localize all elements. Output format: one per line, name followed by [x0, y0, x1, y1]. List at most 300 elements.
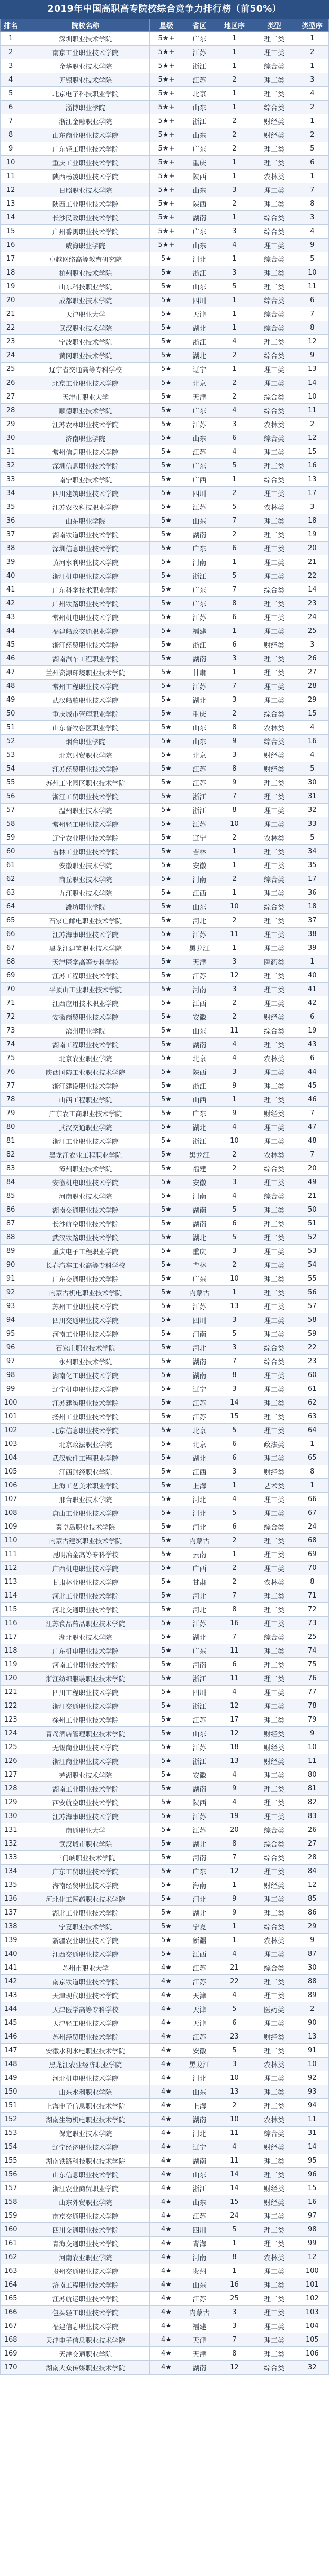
cell-stars: 4★ — [150, 2306, 183, 2319]
cell-stars: 5★ — [150, 335, 183, 349]
cell-type: 财经类 — [253, 638, 296, 652]
cell-type-rank: 96 — [296, 2168, 329, 2182]
cell-type-rank: 92 — [296, 2071, 329, 2085]
cell-type: 理工类 — [253, 1506, 296, 1520]
cell-province: 河北 — [183, 1520, 216, 1534]
cell-region-rank: 4 — [216, 1052, 253, 1065]
cell-type-rank: 85 — [296, 1892, 329, 1906]
cell-type-rank: 59 — [296, 1327, 329, 1341]
cell-type: 综合类 — [253, 431, 296, 445]
table-row — [1, 1934, 329, 1947]
cell-rank: 169 — [1, 2347, 21, 2361]
cell-type-rank: 9 — [296, 1934, 329, 1947]
cell-region-rank: 3 — [216, 1313, 253, 1327]
cell-type-rank: 12 — [296, 335, 329, 349]
table-row — [1, 1231, 329, 1245]
cell-province: 上海 — [183, 1479, 216, 1493]
cell-name: 天津现代职业技术学院 — [21, 1989, 150, 2002]
cell-stars: 4★ — [150, 2361, 183, 2375]
cell-region-rank: 1 — [216, 1878, 253, 1892]
cell-province: 内蒙古 — [183, 1286, 216, 1300]
cell-type: 理工类 — [253, 1313, 296, 1327]
cell-stars: 4★ — [150, 2044, 183, 2058]
cell-province: 湖南 — [183, 2113, 216, 2127]
cell-region-rank: 25 — [216, 2292, 253, 2306]
cell-rank: 31 — [1, 445, 21, 459]
cell-province: 贵州 — [183, 2264, 216, 2278]
cell-region-rank: 2 — [216, 831, 253, 845]
cell-name: 长沙航空职业技术学院 — [21, 1217, 150, 1231]
cell-type: 理工类 — [253, 1065, 296, 1079]
cell-province: 青海 — [183, 2237, 216, 2251]
cell-region-rank: 1 — [216, 859, 253, 872]
cell-type: 综合类 — [253, 390, 296, 404]
cell-rank: 16 — [1, 239, 21, 252]
cell-type: 理工类 — [253, 363, 296, 376]
column-header-name: 院校名称 — [21, 19, 150, 32]
cell-type-rank: 8 — [296, 321, 329, 335]
cell-type-rank: 6 — [296, 1010, 329, 1024]
cell-name: 宁夏职业技术学院 — [21, 1920, 150, 1934]
cell-province: 宁夏 — [183, 1920, 216, 1934]
cell-stars: 5★ — [150, 1920, 183, 1934]
cell-type-rank: 21 — [296, 555, 329, 569]
cell-province: 四川 — [183, 2223, 216, 2237]
cell-type: 财经类 — [253, 1465, 296, 1479]
cell-stars: 5★ — [150, 831, 183, 845]
cell-stars: 4★ — [150, 2319, 183, 2333]
cell-type: 财经类 — [253, 2182, 296, 2195]
cell-rank: 89 — [1, 1245, 21, 1258]
cell-type-rank: 5 — [296, 831, 329, 845]
cell-region-rank: 2 — [216, 142, 253, 156]
cell-region-rank: 5 — [216, 459, 253, 473]
table-row — [1, 707, 329, 721]
cell-type-rank: 1 — [296, 170, 329, 183]
cell-name: 浙江交通职业技术学院 — [21, 1699, 150, 1713]
cell-type-rank: 5 — [296, 142, 329, 156]
cell-name: 广东工贸职业技术学院 — [21, 1865, 150, 1878]
cell-type-rank: 6 — [296, 294, 329, 307]
cell-stars: 5★ — [150, 1658, 183, 1672]
cell-rank: 60 — [1, 845, 21, 859]
cell-stars: 4★ — [150, 2099, 183, 2113]
cell-province: 陕西 — [183, 1796, 216, 1810]
cell-type: 理工类 — [253, 2278, 296, 2292]
cell-type: 理工类 — [253, 1286, 296, 1300]
cell-province: 广东 — [183, 404, 216, 418]
cell-type-rank: 8 — [296, 1465, 329, 1479]
cell-type-rank: 90 — [296, 2016, 329, 2030]
cell-type: 理工类 — [253, 335, 296, 349]
cell-type: 综合类 — [253, 1162, 296, 1176]
cell-stars: 5★ — [150, 459, 183, 473]
cell-type-rank: 21 — [296, 1189, 329, 1203]
cell-name: 武汉铁路职业技术学院 — [21, 1231, 150, 1245]
cell-province: 湖南 — [183, 1203, 216, 1217]
cell-type: 理工类 — [253, 680, 296, 693]
cell-rank: 30 — [1, 431, 21, 445]
table-row — [1, 1920, 329, 1934]
cell-region-rank: 16 — [216, 1617, 253, 1630]
cell-stars: 5★ — [150, 1079, 183, 1093]
cell-stars: 5★ — [150, 1686, 183, 1699]
cell-region-rank: 2 — [216, 2099, 253, 2113]
cell-type-rank: 10 — [296, 1741, 329, 1754]
cell-region-rank: 23 — [216, 2030, 253, 2044]
table-row — [1, 1437, 329, 1451]
cell-rank: 74 — [1, 1038, 21, 1052]
cell-type: 理工类 — [253, 2044, 296, 2058]
table-row — [1, 1286, 329, 1300]
cell-rank: 103 — [1, 1437, 21, 1451]
cell-type-rank: 2 — [296, 128, 329, 142]
cell-rank: 109 — [1, 1520, 21, 1534]
cell-region-rank: 2 — [216, 1162, 253, 1176]
cell-stars: 5★ — [150, 1465, 183, 1479]
cell-region-rank: 9 — [216, 735, 253, 748]
table-row — [1, 487, 329, 500]
cell-type: 理工类 — [253, 1451, 296, 1465]
table-row — [1, 886, 329, 900]
cell-stars: 5★ — [150, 473, 183, 487]
cell-region-rank: 9 — [216, 1079, 253, 1093]
table-row — [1, 2113, 329, 2127]
cell-type-rank: 14 — [296, 2140, 329, 2154]
cell-type-rank: 95 — [296, 2154, 329, 2168]
table-row — [1, 1272, 329, 1286]
cell-region-rank: 7 — [216, 1355, 253, 1369]
table-row — [1, 1162, 329, 1176]
cell-province: 黑龙江 — [183, 941, 216, 955]
cell-region-rank: 6 — [216, 1437, 253, 1451]
table-row — [1, 1065, 329, 1079]
cell-stars: 5★ — [150, 1796, 183, 1810]
cell-province: 广东 — [183, 1644, 216, 1658]
cell-type-rank: 12 — [296, 1878, 329, 1892]
cell-type-rank: 82 — [296, 1796, 329, 1810]
cell-stars: 5★ — [150, 928, 183, 941]
cell-type: 综合类 — [253, 211, 296, 225]
cell-name: 保定职业技术学院 — [21, 2127, 150, 2140]
cell-type: 农林类 — [253, 1052, 296, 1065]
cell-type-rank: 76 — [296, 1672, 329, 1686]
table-row — [1, 459, 329, 473]
cell-stars: 5★ — [150, 1024, 183, 1038]
cell-rank: 158 — [1, 2195, 21, 2209]
cell-type-rank: 27 — [296, 1837, 329, 1851]
cell-type-rank: 20 — [296, 1162, 329, 1176]
cell-type: 财经类 — [253, 1727, 296, 1741]
cell-name: 浙江建设职业技术学院 — [21, 1079, 150, 1093]
cell-type: 理工类 — [253, 2168, 296, 2182]
cell-province: 江苏 — [183, 445, 216, 459]
cell-rank: 24 — [1, 349, 21, 363]
cell-name: 西安航空职业技术学院 — [21, 1796, 150, 1810]
cell-region-rank: 5 — [216, 2002, 253, 2016]
table-row — [1, 1768, 329, 1782]
cell-rank: 33 — [1, 473, 21, 487]
cell-name: 广州铁路职业技术学院 — [21, 597, 150, 611]
cell-stars: 5★+ — [150, 128, 183, 142]
cell-type-rank: 8 — [296, 1575, 329, 1589]
cell-rank: 46 — [1, 652, 21, 666]
cell-region-rank: 8 — [216, 2251, 253, 2264]
cell-stars: 5★ — [150, 1865, 183, 1878]
cell-rank: 159 — [1, 2209, 21, 2223]
cell-region-rank: 3 — [216, 955, 253, 969]
cell-name: 广州番禺职业技术学院 — [21, 225, 150, 239]
table-row — [1, 2127, 329, 2140]
table-row — [1, 252, 329, 266]
cell-type: 理工类 — [253, 555, 296, 569]
cell-type: 理工类 — [253, 2292, 296, 2306]
cell-region-rank: 12 — [216, 969, 253, 983]
cell-stars: 4★ — [150, 2071, 183, 2085]
cell-stars: 4★ — [150, 2168, 183, 2182]
cell-rank: 8 — [1, 128, 21, 142]
cell-name: 湖南工程职业技术学院 — [21, 1038, 150, 1052]
cell-name: 重庆工业职业技术学院 — [21, 156, 150, 170]
table-row — [1, 2264, 329, 2278]
cell-type: 理工类 — [253, 1176, 296, 1189]
cell-type: 医药类 — [253, 2002, 296, 2016]
cell-name: 浙江工贸职业技术学院 — [21, 790, 150, 804]
cell-rank: 36 — [1, 514, 21, 528]
cell-region-rank: 2 — [216, 349, 253, 363]
cell-name: 三门峡职业技术学院 — [21, 1851, 150, 1865]
cell-region-rank: 8 — [216, 762, 253, 776]
cell-type: 理工类 — [253, 652, 296, 666]
cell-province: 湖南 — [183, 2361, 216, 2375]
cell-type-rank: 74 — [296, 1644, 329, 1658]
cell-stars: 5★ — [150, 1010, 183, 1024]
cell-rank: 162 — [1, 2251, 21, 2264]
cell-region-rank: 3 — [216, 1176, 253, 1189]
cell-type: 综合类 — [253, 1189, 296, 1203]
table-row — [1, 1024, 329, 1038]
cell-name: 南通职业大学 — [21, 1823, 150, 1837]
table-row — [1, 87, 329, 101]
cell-type: 理工类 — [253, 239, 296, 252]
table-row — [1, 983, 329, 996]
cell-province: 山东 — [183, 1727, 216, 1741]
cell-rank: 13 — [1, 197, 21, 211]
cell-type-rank: 11 — [296, 280, 329, 294]
table-row — [1, 1975, 329, 1989]
cell-type: 理工类 — [253, 2264, 296, 2278]
cell-type-rank: 2 — [296, 418, 329, 431]
cell-type: 理工类 — [253, 73, 296, 87]
cell-type-rank: 4 — [296, 748, 329, 762]
cell-rank: 112 — [1, 1562, 21, 1575]
cell-province: 陕西 — [183, 170, 216, 183]
cell-name: 江西交通职业技术学院 — [21, 1947, 150, 1961]
cell-rank: 164 — [1, 2278, 21, 2292]
cell-region-rank: 7 — [216, 583, 253, 597]
cell-name: 顺德职业技术学院 — [21, 404, 150, 418]
cell-province: 广东 — [183, 225, 216, 239]
cell-province: 江苏 — [183, 500, 216, 514]
cell-stars: 5★ — [150, 983, 183, 996]
cell-province: 江苏 — [183, 2292, 216, 2306]
cell-stars: 4★ — [150, 2058, 183, 2071]
cell-type-rank: 12 — [296, 2251, 329, 2264]
cell-rank: 110 — [1, 1534, 21, 1548]
cell-name: 杭州职业技术学院 — [21, 266, 150, 280]
cell-stars: 5★ — [150, 280, 183, 294]
cell-rank: 167 — [1, 2319, 21, 2333]
cell-type: 理工类 — [253, 1548, 296, 1562]
cell-name: 商丘职业技术学院 — [21, 872, 150, 886]
cell-stars: 5★ — [150, 349, 183, 363]
table-row — [1, 1134, 329, 1148]
table-row — [1, 2237, 329, 2251]
cell-region-rank: 3 — [216, 225, 253, 239]
cell-region-rank: 11 — [216, 1672, 253, 1686]
cell-rank: 80 — [1, 1121, 21, 1134]
cell-region-rank: 2 — [216, 197, 253, 211]
cell-province: 天津 — [183, 955, 216, 969]
cell-type-rank: 20 — [296, 542, 329, 555]
table-row — [1, 1617, 329, 1630]
cell-rank: 143 — [1, 1989, 21, 2002]
cell-province: 福建 — [183, 2319, 216, 2333]
table-row — [1, 1548, 329, 1562]
cell-rank: 100 — [1, 1396, 21, 1410]
cell-rank: 51 — [1, 721, 21, 735]
cell-rank: 85 — [1, 1189, 21, 1203]
cell-province: 河北 — [183, 1589, 216, 1603]
cell-stars: 5★ — [150, 886, 183, 900]
cell-type: 理工类 — [253, 1644, 296, 1658]
cell-type: 理工类 — [253, 928, 296, 941]
cell-region-rank: 7 — [216, 1589, 253, 1603]
cell-type-rank: 19 — [296, 528, 329, 542]
cell-name: 武汉职业技术学院 — [21, 321, 150, 335]
cell-region-rank: 1 — [216, 46, 253, 59]
cell-province: 浙江 — [183, 335, 216, 349]
cell-province: 浙江 — [183, 266, 216, 280]
table-row — [1, 2071, 329, 2085]
cell-type-rank: 77 — [296, 1686, 329, 1699]
cell-type: 理工类 — [253, 1327, 296, 1341]
cell-province: 河南 — [183, 872, 216, 886]
cell-type: 理工类 — [253, 1989, 296, 2002]
cell-rank: 48 — [1, 680, 21, 693]
cell-stars: 4★ — [150, 1975, 183, 1989]
cell-name: 广东农工商职业技术学院 — [21, 1107, 150, 1121]
cell-province: 湖北 — [183, 321, 216, 335]
cell-province: 河北 — [183, 1892, 216, 1906]
cell-type-rank: 104 — [296, 2319, 329, 2333]
cell-type-rank: 18 — [296, 900, 329, 914]
cell-rank: 111 — [1, 1548, 21, 1562]
cell-name: 新疆农业职业技术学院 — [21, 1934, 150, 1947]
cell-type-rank: 36 — [296, 886, 329, 900]
cell-type: 综合类 — [253, 349, 296, 363]
cell-name: 北京工业职业技术学院 — [21, 376, 150, 390]
cell-type-rank: 68 — [296, 1534, 329, 1548]
cell-region-rank: 4 — [216, 1686, 253, 1699]
cell-stars: 5★ — [150, 1589, 183, 1603]
cell-name: 威海职业学院 — [21, 239, 150, 252]
cell-name: 北京财贸职业学院 — [21, 748, 150, 762]
table-row — [1, 1382, 329, 1396]
table-row — [1, 1810, 329, 1823]
cell-rank: 127 — [1, 1768, 21, 1782]
table-row — [1, 2182, 329, 2195]
table-row — [1, 693, 329, 707]
cell-name: 卓越网络高等教育研究院 — [21, 252, 150, 266]
cell-name: 河南职业技术学院 — [21, 1189, 150, 1203]
cell-name: 永州职业技术学院 — [21, 1355, 150, 1369]
cell-stars: 5★ — [150, 1286, 183, 1300]
cell-type-rank: 42 — [296, 996, 329, 1010]
table-row — [1, 266, 329, 280]
cell-type-rank: 34 — [296, 845, 329, 859]
table-row — [1, 1892, 329, 1906]
cell-stars: 5★ — [150, 996, 183, 1010]
cell-stars: 5★ — [150, 1327, 183, 1341]
table-row — [1, 1258, 329, 1272]
cell-type: 农林类 — [253, 2058, 296, 2071]
table-row — [1, 170, 329, 183]
cell-type: 理工类 — [253, 266, 296, 280]
cell-province: 湖南 — [183, 1369, 216, 1382]
cell-province: 浙江 — [183, 1079, 216, 1093]
cell-type-rank: 3 — [296, 73, 329, 87]
cell-type-rank: 84 — [296, 1865, 329, 1878]
cell-type: 理工类 — [253, 776, 296, 790]
table-row — [1, 2099, 329, 2113]
cell-type: 综合类 — [253, 1961, 296, 1975]
cell-stars: 5★ — [150, 638, 183, 652]
cell-province: 云南 — [183, 1548, 216, 1562]
cell-stars: 5★ — [150, 914, 183, 928]
cell-region-rank: 10 — [216, 900, 253, 914]
cell-type: 综合类 — [253, 1520, 296, 1534]
table-row — [1, 1341, 329, 1355]
cell-type: 农林类 — [253, 1575, 296, 1589]
cell-type-rank: 30 — [296, 1961, 329, 1975]
cell-rank: 32 — [1, 459, 21, 473]
cell-type-rank: 32 — [296, 804, 329, 817]
cell-name: 淄博职业学院 — [21, 101, 150, 114]
table-row — [1, 1217, 329, 1231]
cell-stars: 5★+ — [150, 170, 183, 183]
cell-rank: 65 — [1, 914, 21, 928]
cell-rank: 150 — [1, 2085, 21, 2099]
cell-type-rank: 64 — [296, 1424, 329, 1437]
cell-rank: 59 — [1, 831, 21, 845]
cell-stars: 5★ — [150, 941, 183, 955]
cell-name: 山西工程职业学院 — [21, 1093, 150, 1107]
cell-name: 秦皇岛职业技术学院 — [21, 1520, 150, 1534]
cell-name: 青岛酒店管理职业技术学院 — [21, 1727, 150, 1741]
cell-name: 陕西杨凌职业技术学院 — [21, 170, 150, 183]
table-body — [1, 32, 329, 2375]
cell-rank: 41 — [1, 583, 21, 597]
table-row — [1, 2002, 329, 2016]
cell-stars: 5★ — [150, 969, 183, 983]
cell-stars: 4★ — [150, 1961, 183, 1975]
cell-stars: 5★ — [150, 1065, 183, 1079]
cell-rank: 147 — [1, 2044, 21, 2058]
table-row — [1, 1947, 329, 1961]
cell-name: 长春汽车工业高等专科学校 — [21, 1258, 150, 1272]
cell-rank: 168 — [1, 2333, 21, 2347]
